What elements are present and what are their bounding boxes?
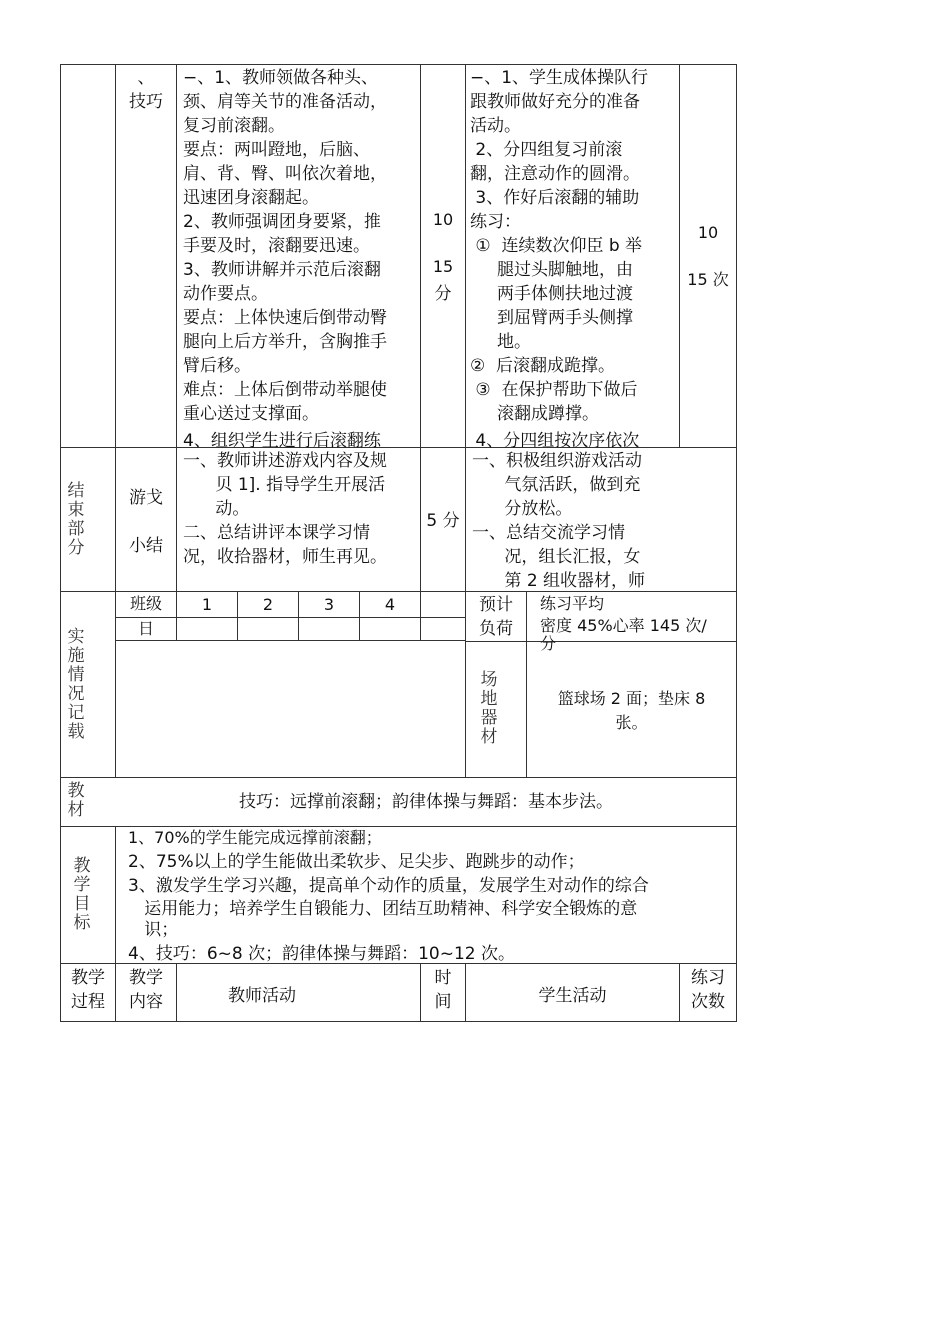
reps-skill-min: 10 [697,223,719,242]
class-number-4: 4 [384,595,396,614]
teacher-activity-skill: −、1、教师领做各种头、 颈、肩等关节的准备活动， 复习前滚翻。 要点：两叫蹬地，后脑、 肩、背、臀、叫依次着地， 迅速团身滚翻起。 2、教师强调团身要紧，推 手要及时，滚翻要迅速。 3、教师讲解并示范后滚翻 动作要点。 要点：上体快速后倒带动臀 腿向上后方举升，含胸推手 臂后移。 难点：上体后倒带动举腿使 重心送过支撑面。 4、组织学生进行后滚翻练 [183,68,387,451]
student-activity-end: 一、积极组织游戏活动 气氛活跃，做到充 分放松。 一、总结交流学习情 况，组长汇报，女 第 2 组收器材，师 [472,451,646,591]
material-label: 教材 [67,781,85,820]
time-skill-unit: 分 [434,284,452,304]
section-label-record: 实施情况记载 [67,627,85,742]
class-number-3: 3 [323,595,335,614]
header-process-2: 过程 [71,992,105,1012]
load-value: 练习平均 密度 45%心率 145 次/ 分 [540,594,707,653]
class-number-1: 1 [201,595,213,614]
load-label-1: 预计 [479,595,513,615]
time-skill-min: 10 [432,210,454,229]
objective-line-3: 3、激发学生学习兴趣，提高单个动作的质量，发展学生对动作的综合 [128,876,649,896]
section-label-end: 结束部分 [67,481,85,558]
objective-line-1: 1、70%的学生能完成远撑前滚翻； [128,828,382,847]
header-reps-2: 次数 [691,992,725,1012]
venue-line-1: 篮球场 2 面；垫床 8 [557,689,706,708]
content-mark: 、 [137,68,155,88]
header-time-1: 时 [434,968,452,988]
header-teacher: 教师活动 [228,986,296,1006]
header-reps-1: 练习 [691,968,725,988]
teacher-activity-end: 一、教师讲述游戏内容及规 贝 1]. 指导学生开展活 动。 二、总结讲评本课学习情 况，收拾器材，师生再见。 [183,451,387,567]
date-label: 日 [137,619,154,638]
objective-line-6: 4、技巧：6~8 次；韵律体操与舞蹈：10~12 次。 [128,944,516,964]
load-label-2: 负荷 [479,619,513,639]
header-content-1: 教学 [129,968,163,988]
material-text: 技巧：远撑前滚翻；韵律体操与舞蹈：基本步法。 [239,792,613,812]
objective-line-4: 运用能力；培养学生自锻能力、团结互助精神、科学安全锻炼的意 [128,899,638,919]
time-skill-max: 15 [432,257,454,276]
venue-label: 场地器材 [480,670,498,747]
venue-line-2: 张。 [615,713,648,732]
objective-line-2: 2、75%以上的学生能做出柔软步、足尖步、跑跳步的动作； [128,852,585,872]
header-time-2: 间 [434,992,452,1012]
header-process-1: 教学 [71,968,105,988]
header-student: 学生活动 [538,986,607,1006]
objectives-label: 教学目标 [73,856,91,933]
time-end: 5 分 [426,511,460,531]
class-number-2: 2 [262,595,274,614]
reps-skill-max: 15 次 [687,270,729,289]
content-label-game: 游戈 [129,488,163,508]
objective-line-5: 识； [128,920,179,940]
class-label: 班级 [129,594,162,613]
content-label-summary: 小结 [129,536,163,556]
student-activity-skill: −、1、学生成体操队行 跟教师做好充分的准备 活动。 2、分四组复习前滚 翻，注意动作的圆滑。 3、作好后滚翻的辅助 练习： ① 连续数次仰臣 b 举 腿过头脚触地，由 两手体侧扶地过渡 到屈臂两手头侧撑 地。 ② 后滚翻成跪撑。 ③ 在保护帮助下做后 滚翻成蹲撑。 4、分四组按次序依次 [470,68,649,451]
header-content-2: 内容 [129,992,163,1012]
content-label-skill: 技巧 [129,92,163,112]
